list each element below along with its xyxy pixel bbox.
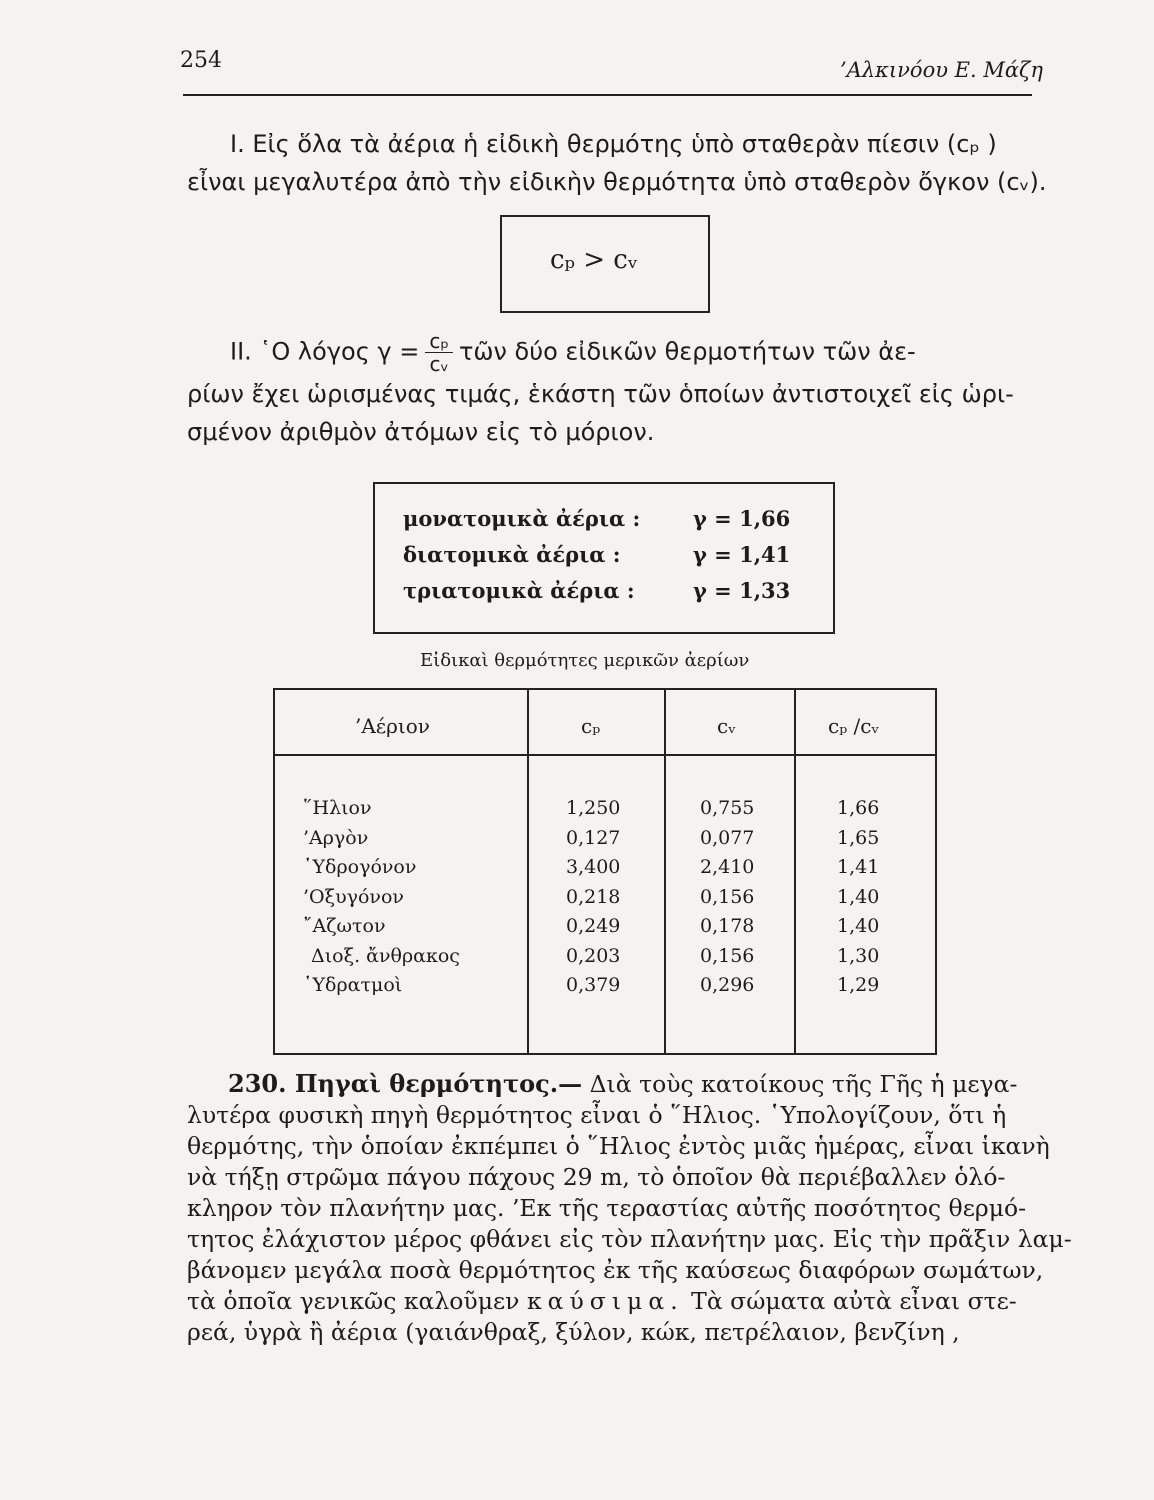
- paragraph-2: [187, 329, 1040, 451]
- table-header-rule: [275, 754, 935, 756]
- table-cell: 0,156: [700, 944, 755, 967]
- section-line: βάνομεν μεγάλα ποσὰ θερμότητος ἐκ τῆς καύσεως διαφόρων σωμάτων,: [187, 1256, 1044, 1284]
- table-cell: 0,127: [566, 826, 621, 849]
- table-cell: 1,30: [837, 944, 880, 967]
- paragraph-1: [187, 125, 1047, 201]
- running-header-author: ’Αλκινόου Ε. Μάζη: [840, 58, 1043, 82]
- section-title: . Πηγαὶ θερμότητος.—: [278, 1069, 583, 1098]
- relation-formula: cₚ > cᵥ: [550, 245, 638, 275]
- section-line: τητος ἐλάχιστον μέρος φθάνει εἰς τὸν πλανήτην μας. Εἰς τὴν πρᾶξιν λαμ-: [187, 1225, 1072, 1253]
- section-line: [187, 1286, 1030, 1317]
- table-header-gas: ’Αέριον: [355, 714, 430, 738]
- table-cell: 2,410: [700, 856, 755, 878]
- section-line-8c: Τὰ σώματα αὐτὰ εἶναι στε-: [691, 1287, 1017, 1315]
- paragraph-2-line-2: ρίων ἔχει ὡρισμένας τιμάς, ἑκάστη τῶν ὁποίων ἀντιστοιχεῖ εἰς ὡρι-: [187, 380, 1014, 408]
- header-rule: [183, 94, 1032, 96]
- table-caption: Εἰδικαὶ θερμότητες μερικῶν ἀερίων: [420, 650, 750, 671]
- table-cell: 0,296: [700, 974, 755, 996]
- gamma-row-label: μονατομικὰ ἀέρια :: [403, 506, 641, 531]
- table-cell: 0,156: [700, 885, 755, 908]
- gamma-values-box: [373, 482, 835, 634]
- section-line: [228, 1068, 1030, 1100]
- table-cell: ῎Αζωτον: [303, 915, 386, 937]
- table-cell: 0,178: [700, 915, 755, 937]
- paragraph-1-line-1: I. Εἰς ὅλα τὰ ἀέρια ἡ εἰδικὴ θερμότης ὑπὸ σταθερὰν πίεσιν (cₚ ): [230, 130, 997, 158]
- table-cell: 0,379: [566, 974, 621, 996]
- gamma-fraction: [425, 330, 453, 375]
- fraction-denominator: cᵥ: [429, 352, 449, 376]
- table-cell: 1,65: [837, 826, 880, 849]
- gamma-row: [403, 542, 790, 567]
- gamma-lead: II. ῾Ο λόγος γ =: [230, 337, 420, 366]
- page-number: 254: [180, 48, 222, 73]
- table-header-ratio: cₚ /cᵥ: [828, 714, 879, 738]
- table-col-divider: [527, 690, 529, 1053]
- section-line: νὰ τήξῃ στρῶμα πάγου πάχους 29 m, τὸ ὁποῖον θὰ περιέβαλλεν ὁλό-: [187, 1163, 1006, 1191]
- gamma-row-label: διατομικὰ ἀέρια :: [403, 542, 621, 567]
- term-fuels: καύσιμα.: [526, 1287, 684, 1315]
- table-header-cp: cₚ: [581, 714, 601, 738]
- table-col-divider: [664, 690, 666, 1053]
- fraction-numerator: cₚ: [425, 330, 453, 353]
- gamma-row-value: γ = 1,33: [693, 578, 791, 603]
- table-cell: Διοξ. ἄνθρακος: [311, 944, 460, 967]
- specific-heat-table: [273, 688, 937, 1055]
- table-cell: 3,400: [566, 856, 621, 878]
- table-cell: 1,40: [837, 885, 880, 908]
- relation-box: [500, 215, 710, 313]
- table-cell: 1,41: [837, 856, 880, 878]
- table-col-divider: [794, 690, 796, 1053]
- table-cell: 0,203: [566, 944, 621, 967]
- paragraph-1-line-2: εἶναι μεγαλυτέρα ἀπὸ τὴν εἰδικὴν θερμότητα ὑπὸ σταθερὸν ὄγκον (cᵥ).: [187, 168, 1047, 196]
- section-line: ρεά, ὑγρὰ ἢ ἀέρια (γαιάνθραξ, ξύλον, κώκ, πετρέλαιον, βενζίνη ,: [187, 1318, 960, 1346]
- section-line-1-text: Διὰ τοὺς κατοίκους τῆς Γῆς ἡ μεγα-: [589, 1070, 1018, 1098]
- section-line-8a: τὰ ὁποῖα γενικῶς καλοῦμεν: [187, 1287, 520, 1315]
- paragraph-2-line-1: [230, 330, 1040, 375]
- gamma-row: [403, 506, 790, 531]
- paragraph-2-line-1-rest: τῶν δύο εἰδικῶν θερμοτήτων τῶν ἀε-: [458, 337, 916, 366]
- gamma-row-label: τριατομικὰ ἀέρια :: [403, 578, 635, 603]
- table-cell: ’Οξυγόνον: [303, 885, 404, 908]
- section-line: θερμότης, τὴν ὁποίαν ἐκπέμπει ὁ ῞Ηλιος ἐντὸς μιᾶς ἡμέρας, εἶναι ἱκανὴ: [187, 1132, 1050, 1160]
- table-cell: 1,66: [837, 797, 880, 819]
- table-col-ratio: [837, 794, 879, 1001]
- table-cell: 1,250: [566, 797, 621, 819]
- table-col-gas: [303, 794, 460, 1001]
- section-number: 230: [228, 1069, 279, 1098]
- table-cell: ῾Υδρατμοὶ: [303, 974, 403, 996]
- table-cell: 0,249: [566, 915, 621, 937]
- section-230: [187, 1068, 1072, 1348]
- table-col-cp: [566, 794, 620, 1001]
- table-cell: 0,077: [700, 826, 755, 849]
- gamma-row-value: γ = 1,41: [693, 542, 791, 567]
- section-line: λυτέρα φυσικὴ πηγὴ θερμότητος εἶναι ὁ ῞Ηλιος. ῾Υπολογίζουν, ὅτι ἡ: [187, 1101, 1007, 1129]
- table-cell: 1,29: [837, 974, 880, 996]
- table-cell: ῞Ηλιον: [303, 797, 372, 819]
- table-header-cv: cᵥ: [717, 714, 736, 738]
- table-cell: 0,218: [566, 885, 621, 908]
- paragraph-2-line-3: σμένον ἀριθμὸν ἀτόμων εἰς τὸ μόριον.: [187, 418, 655, 446]
- table-cell: 0,755: [700, 797, 755, 819]
- table-cell: ’Αργὸν: [303, 826, 369, 849]
- table-cell: ῾Υδρογόνον: [303, 856, 417, 878]
- section-line: κληρον τὸν πλανήτην μας. ’Εκ τῆς τεραστίας αὐτῆς ποσότητος θερμό-: [187, 1194, 1027, 1222]
- table-col-cv: [700, 794, 754, 1001]
- table-cell: 1,40: [837, 915, 880, 937]
- gamma-row: [403, 578, 790, 603]
- gamma-row-value: γ = 1,66: [693, 506, 791, 531]
